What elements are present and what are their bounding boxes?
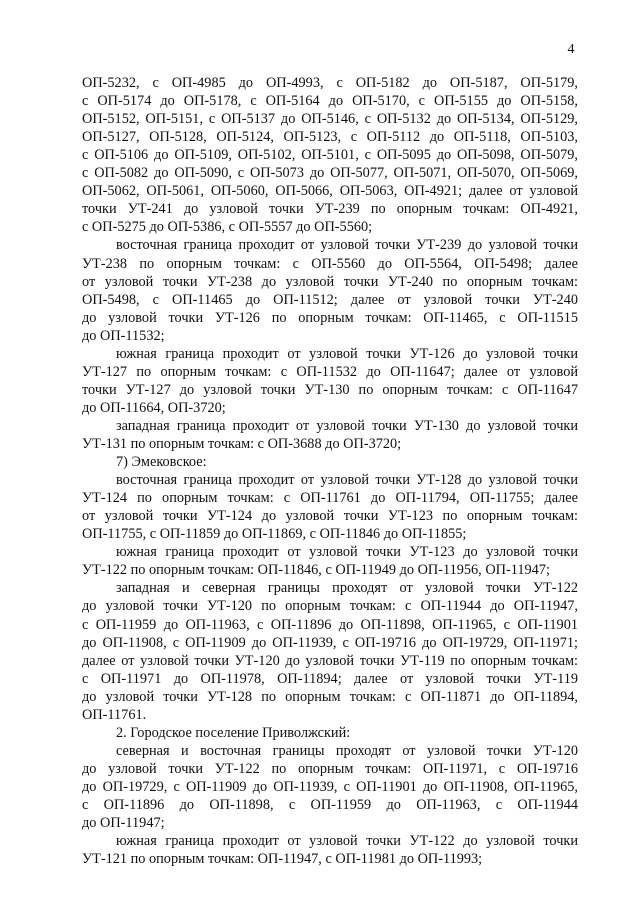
text-line: 7) Эмековское: <box>116 454 207 471</box>
text-line: от узловой точки УТ-124 до узловой точки УТ-123 по опорным точкам: <box>82 508 578 525</box>
text-line: с ОП-11959 до ОП-11963, с ОП-11896 до ОП-11898, ОП-11965, с ОП-11901 <box>82 616 578 633</box>
text-line: с ОП-11896 до ОП-11898, с ОП-11959 до ОП-11963, с ОП-11944 <box>82 797 578 813</box>
text-line: восточная граница проходит от узловой точки УТ-239 до узловой точки <box>116 237 578 254</box>
text-line: ОП-5498, с ОП-11465 до ОП-11512; далее от узловой точки УТ-240 <box>82 291 578 308</box>
text-line: с ОП-5106 до ОП-5109, ОП-5102, ОП-5101, с ОП-5095 до ОП-5098, ОП-5079, <box>82 147 578 164</box>
text-line: до узловой точки УТ-120 по опорным точкам: с ОП-11944 до ОП-11947, <box>82 598 578 615</box>
text-line: до узловой точки УТ-128 по опорным точкам: с ОП-11871 до ОП-11894, <box>82 688 578 705</box>
text-line: ОП-5232, с ОП-4985 до ОП-4993, с ОП-5182 до ОП-5187, ОП-5179, <box>82 75 578 91</box>
text-line: УТ-122 по опорным точкам: ОП-11846, с ОП-11949 до ОП-11956, ОП-11947; <box>82 562 550 579</box>
text-line: ОП-5127, ОП-5128, ОП-5124, ОП-5123, с ОП-5112 до ОП-5118, ОП-5103, <box>82 129 578 146</box>
text-line: до ОП-11532; <box>82 327 165 344</box>
text-line: до узловой точки УТ-122 по опорным точкам: ОП-11971, с ОП-19716 <box>82 760 578 777</box>
text-line: западная и северная границы проходят от узловой точки УТ-122 <box>116 580 578 597</box>
text-line: 2. Городское поселение Приволжский: <box>116 724 351 741</box>
text-line: ОП-5152, ОП-5151, с ОП-5137 до ОП-5146, с ОП-5132 до ОП-5134, ОП-5129, <box>82 111 578 128</box>
text-line: южная граница проходит от узловой точки УТ-122 до узловой точки <box>116 833 578 850</box>
text-line: УТ-121 по опорным точкам: ОП-11947, с ОП-11981 до ОП-11993; <box>82 851 483 868</box>
text-line: с ОП-5174 до ОП-5178, с ОП-5164 до ОП-5170, с ОП-5155 до ОП-5158, <box>82 93 578 110</box>
text-line: точки УТ-241 до узловой точки УТ-239 по опорным точкам: ОП-4921, <box>82 201 578 218</box>
text-line: с ОП-5082 до ОП-5090, с ОП-5073 до ОП-5077, ОП-5071, ОП-5070, ОП-5069, <box>82 165 578 182</box>
text-line: УТ-127 по опорным точкам: с ОП-11532 до ОП-11647; далее от узловой <box>82 363 578 380</box>
text-line: до узловой точки УТ-126 по опорным точкам: ОП-11465, с ОП-11515 <box>82 309 578 326</box>
text-line: далее от узловой точки УТ-120 до узловой точки УТ-119 по опорным точкам: <box>82 652 578 669</box>
text-line: точки УТ-127 до узловой точки УТ-130 по опорным точкам: с ОП-11647 <box>82 381 578 398</box>
text-line: ОП-5062, ОП-5061, ОП-5060, ОП-5066, ОП-5063, ОП-4921; далее от узловой <box>82 183 578 200</box>
text-line: до ОП-11947; <box>82 815 165 832</box>
text-line: до ОП-19729, с ОП-11909 до ОП-11939, с ОП-11901 до ОП-11908, ОП-11965, <box>82 778 578 795</box>
text-line: ОП-11755, с ОП-11859 до ОП-11869, с ОП-11846 до ОП-11855; <box>82 526 467 543</box>
text-line: от узловой точки УТ-238 до узловой точки УТ-240 по опорным точкам: <box>82 273 578 290</box>
text-line: западная граница проходит от узловой точки УТ-130 до узловой точки <box>116 417 578 434</box>
text-line: с ОП-11971 до ОП-11978, ОП-11894; далее от узловой точки УТ-119 <box>82 670 578 687</box>
text-line: южная граница проходит от узловой точки УТ-123 до узловой точки <box>116 544 578 561</box>
text-line: ОП-11761. <box>82 706 147 723</box>
text-line: УТ-124 по опорным точкам: с ОП-11761 до ОП-11794, ОП-11755; далее <box>82 490 578 507</box>
text-line: северная и восточная границы проходят от узловой точки УТ-120 <box>116 742 578 759</box>
text-line: восточная граница проходит от узловой точки УТ-128 до узловой точки <box>116 472 578 489</box>
text-line: с ОП-5275 до ОП-5386, с ОП-5557 до ОП-5560; <box>82 219 373 236</box>
text-line: УТ-131 по опорным точкам: с ОП-3688 до ОП-3720; <box>82 436 402 452</box>
text-line: УТ-238 по опорным точкам: с ОП-5560 до ОП-5564, ОП-5498; далее <box>82 255 578 272</box>
text-line: до ОП-11664, ОП-3720; <box>82 399 226 416</box>
text-line: южная граница проходит от узловой точки УТ-126 до узловой точки <box>116 345 578 362</box>
text-line: до ОП-11908, с ОП-11909 до ОП-11939, с ОП-19716 до ОП-19729, ОП-11971; <box>82 634 578 651</box>
page-number: 4 <box>567 42 575 57</box>
